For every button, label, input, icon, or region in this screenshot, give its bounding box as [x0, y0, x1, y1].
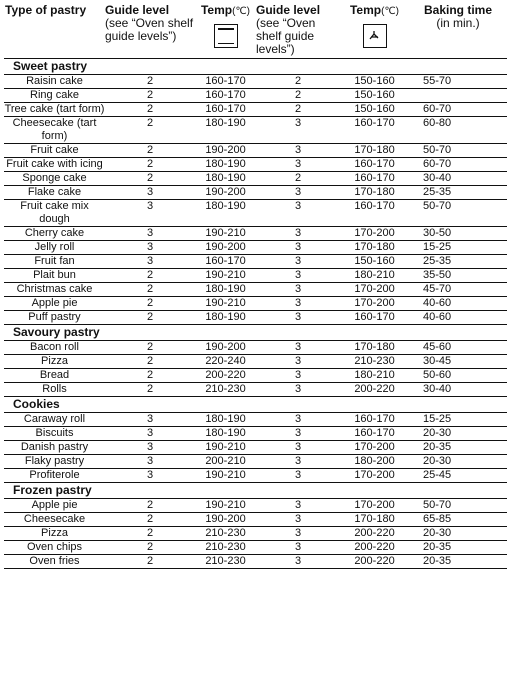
guide-level-fan-cell: 2 [256, 89, 340, 103]
guide-level-fan-cell: 3 [256, 158, 340, 172]
section-title: Cookies [4, 397, 507, 413]
baking-time-cell: 40-60 [409, 311, 507, 325]
baking-time-cell: 20-30 [409, 527, 507, 541]
baking-time-cell: 45-60 [409, 341, 507, 355]
guide-level-fan-cell: 3 [256, 413, 340, 427]
guide-level-fan-cell: 3 [256, 269, 340, 283]
baking-time-cell: 50-70 [409, 144, 507, 158]
baking-table [4, 3, 507, 569]
guide-level-top-bottom-cell: 2 [105, 369, 195, 383]
temp-top-bottom-cell: 180-190 [195, 311, 256, 325]
guide-level-top-bottom-cell: 3 [105, 413, 195, 427]
guide-level-top-bottom-cell: 2 [105, 341, 195, 355]
table-row [4, 311, 507, 325]
guide-level-fan-cell: 3 [256, 527, 340, 541]
table-row [4, 144, 507, 158]
pastry-name-cell: Pizza [4, 527, 105, 541]
baking-time-cell: 30-50 [409, 227, 507, 241]
baking-time-cell: 35-50 [409, 269, 507, 283]
temp-top-bottom-cell: 180-190 [195, 200, 256, 227]
temp-top-bottom-cell: 160-170 [195, 255, 256, 269]
guide-level-fan-cell: 3 [256, 455, 340, 469]
guide-level-top-bottom-cell: 3 [105, 255, 195, 269]
baking-time-cell: 25-35 [409, 186, 507, 200]
pastry-name-cell: Sponge cake [4, 172, 105, 186]
baking-time-cell: 20-35 [409, 555, 507, 569]
table-row [4, 499, 507, 513]
guide-level-fan-cell: 3 [256, 186, 340, 200]
guide-level-top-bottom-cell: 2 [105, 158, 195, 172]
temp-fan-cell: 210-230 [340, 355, 409, 369]
baking-time-cell: 25-45 [409, 469, 507, 483]
table-row [4, 227, 507, 241]
temp-top-bottom-cell: 210-230 [195, 527, 256, 541]
temp-fan-cell: 160-170 [340, 427, 409, 441]
baking-time-cell: 60-70 [409, 103, 507, 117]
temp-top-bottom-cell: 190-210 [195, 269, 256, 283]
table-row [4, 269, 507, 283]
guide-level-fan-cell: 3 [256, 541, 340, 555]
temp-top-bottom-cell: 190-200 [195, 144, 256, 158]
baking-time-cell: 65-85 [409, 513, 507, 527]
pastry-name-cell: Raisin cake [4, 75, 105, 89]
baking-time-cell [409, 89, 507, 103]
table-row [4, 527, 507, 541]
guide-level-top-bottom-cell: 3 [105, 241, 195, 255]
temp-top-bottom-cell: 180-190 [195, 117, 256, 144]
temp-fan-cell: 170-180 [340, 241, 409, 255]
baking-time-cell: 30-40 [409, 172, 507, 186]
guide-level-top-bottom-cell: 2 [105, 513, 195, 527]
guide-level-top-bottom-cell: 2 [105, 75, 195, 89]
guide-level-top-bottom-cell: 2 [105, 527, 195, 541]
temp-top-bottom-cell: 190-200 [195, 241, 256, 255]
table-row [4, 441, 507, 455]
temp-fan-cell: 170-200 [340, 469, 409, 483]
pastry-name-cell: Danish pastry [4, 441, 105, 455]
guide-level-fan-cell: 3 [256, 200, 340, 227]
pastry-name-cell: Plait bun [4, 269, 105, 283]
temp-top-bottom-cell: 220-240 [195, 355, 256, 369]
guide-level-fan-cell: 3 [256, 555, 340, 569]
section-title: Savoury pastry [4, 325, 507, 341]
temp-fan-cell: 170-180 [340, 186, 409, 200]
temp-top-bottom-cell: 180-190 [195, 158, 256, 172]
guide-level-fan-cell: 3 [256, 255, 340, 269]
table-row [4, 200, 507, 227]
baking-time-cell: 45-70 [409, 283, 507, 297]
guide-level-top-bottom-cell: 3 [105, 441, 195, 455]
pastry-name-cell: Caraway roll [4, 413, 105, 427]
temp-top-bottom-cell: 160-170 [195, 89, 256, 103]
pastry-name-cell: Christmas cake [4, 283, 105, 297]
guide-level-top-bottom-cell: 2 [105, 555, 195, 569]
temp-fan-cell: 170-200 [340, 283, 409, 297]
guide-level-top-bottom-cell: 3 [105, 469, 195, 483]
guide-level-top-bottom-cell: 2 [105, 355, 195, 369]
section-title: Sweet pastry [4, 59, 507, 75]
table-row [4, 555, 507, 569]
baking-time-cell: 20-35 [409, 441, 507, 455]
section-header [4, 59, 507, 75]
temp-fan-cell: 160-170 [340, 158, 409, 172]
pastry-name-cell: Fruit fan [4, 255, 105, 269]
baking-table-sheet [4, 3, 507, 569]
section-header [4, 397, 507, 413]
pastry-name-cell: Fruit cake mix dough [4, 200, 105, 227]
temp-top-bottom-cell: 200-220 [195, 369, 256, 383]
guide-level-fan-cell: 3 [256, 383, 340, 397]
temp-fan-cell: 170-180 [340, 341, 409, 355]
table-row [4, 513, 507, 527]
table-row [4, 355, 507, 369]
pastry-name-cell: Fruit cake [4, 144, 105, 158]
table-row [4, 383, 507, 397]
guide-level-top-bottom-cell: 2 [105, 172, 195, 186]
guide-level-fan-cell: 3 [256, 355, 340, 369]
baking-time-cell: 15-25 [409, 241, 507, 255]
guide-level-fan-cell: 2 [256, 172, 340, 186]
guide-level-top-bottom-cell: 3 [105, 227, 195, 241]
pastry-name-cell: Flake cake [4, 186, 105, 200]
header-type-of-pastry: Type of pastry [4, 3, 105, 59]
temp-fan-cell: 150-160 [340, 255, 409, 269]
baking-time-cell: 55-70 [409, 75, 507, 89]
baking-time-cell: 50-70 [409, 200, 507, 227]
guide-level-top-bottom-cell: 2 [105, 269, 195, 283]
table-row [4, 255, 507, 269]
pastry-name-cell: Cheesecake [4, 513, 105, 527]
pastry-name-cell: Puff pastry [4, 311, 105, 325]
pastry-name-cell: Profiterole [4, 469, 105, 483]
temp-top-bottom-cell: 180-190 [195, 413, 256, 427]
guide-level-top-bottom-cell: 3 [105, 200, 195, 227]
guide-level-top-bottom-cell: 2 [105, 311, 195, 325]
table-row [4, 297, 507, 311]
guide-level-fan-cell: 3 [256, 341, 340, 355]
temp-top-bottom-cell: 190-210 [195, 441, 256, 455]
guide-level-fan-cell: 3 [256, 241, 340, 255]
fan-oven-icon [363, 24, 387, 48]
temp-top-bottom-cell: 190-200 [195, 513, 256, 527]
temp-top-bottom-cell: 190-200 [195, 341, 256, 355]
temp-top-bottom-cell: 190-200 [195, 186, 256, 200]
temp-top-bottom-cell: 190-210 [195, 227, 256, 241]
guide-level-fan-cell: 3 [256, 311, 340, 325]
section-header [4, 325, 507, 341]
pastry-name-cell: Bread [4, 369, 105, 383]
table-row [4, 186, 507, 200]
guide-level-top-bottom-cell: 2 [105, 117, 195, 144]
baking-time-cell: 30-45 [409, 355, 507, 369]
pastry-name-cell: Tree cake (tart form) [4, 103, 105, 115]
baking-time-cell: 60-70 [409, 158, 507, 172]
temp-top-bottom-cell: 190-210 [195, 469, 256, 483]
baking-time-cell: 20-30 [409, 427, 507, 441]
table-row [4, 455, 507, 469]
temp-fan-cell: 200-220 [340, 527, 409, 541]
header-guide-level-1: Guide level (see “Oven shelf guide levels”) [105, 3, 195, 59]
pastry-name-cell: Fruit cake with icing [4, 158, 105, 172]
pastry-name-cell: Cheesecake (tart form) [4, 117, 105, 144]
table-row [4, 172, 507, 186]
temp-top-bottom-cell: 210-230 [195, 541, 256, 555]
header-temp-2: Temp(℃) [340, 3, 409, 59]
guide-level-fan-cell: 3 [256, 117, 340, 144]
guide-level-top-bottom-cell: 3 [105, 427, 195, 441]
temp-fan-cell: 160-170 [340, 200, 409, 227]
temp-top-bottom-cell: 180-190 [195, 172, 256, 186]
temp-fan-cell: 150-160 [340, 75, 409, 89]
table-body [4, 59, 507, 569]
temp-fan-cell: 180-210 [340, 369, 409, 383]
baking-time-cell: 50-60 [409, 369, 507, 383]
guide-level-top-bottom-cell: 2 [105, 499, 195, 513]
pastry-name-cell: Oven chips [4, 541, 105, 555]
table-row [4, 369, 507, 383]
guide-level-top-bottom-cell: 2 [105, 541, 195, 555]
temp-top-bottom-cell: 180-190 [195, 427, 256, 441]
temp-fan-cell: 150-160 [340, 103, 409, 117]
guide-level-top-bottom-cell: 2 [105, 297, 195, 311]
guide-level-fan-cell: 3 [256, 469, 340, 483]
pastry-name-cell: Cherry cake [4, 227, 105, 241]
guide-level-fan-cell: 3 [256, 283, 340, 297]
temp-fan-cell: 200-220 [340, 541, 409, 555]
temp-top-bottom-cell: 160-170 [195, 75, 256, 89]
table-row [4, 469, 507, 483]
baking-time-cell: 30-40 [409, 383, 507, 397]
top-bottom-heat-icon [214, 24, 238, 48]
table-row [4, 413, 507, 427]
temp-top-bottom-cell: 160-170 [195, 103, 256, 117]
header-baking-time: Baking time (in min.) [409, 3, 507, 59]
pastry-name-cell: Ring cake [4, 89, 105, 103]
temp-fan-cell: 160-170 [340, 413, 409, 427]
guide-level-fan-cell: 3 [256, 499, 340, 513]
guide-level-fan-cell: 3 [256, 513, 340, 527]
temp-top-bottom-cell: 210-230 [195, 555, 256, 569]
guide-level-fan-cell: 2 [256, 103, 340, 117]
temp-fan-cell: 170-180 [340, 144, 409, 158]
table-row [4, 541, 507, 555]
temp-fan-cell: 180-210 [340, 269, 409, 283]
section-header [4, 483, 507, 499]
section-title: Frozen pastry [4, 483, 507, 499]
pastry-name-cell: Biscuits [4, 427, 105, 441]
table-row [4, 158, 507, 172]
table-row [4, 117, 507, 144]
pastry-name-cell: Apple pie [4, 297, 105, 311]
pastry-name-cell: Flaky pastry [4, 455, 105, 469]
temp-fan-cell: 170-200 [340, 297, 409, 311]
baking-time-cell: 20-35 [409, 541, 507, 555]
table-row [4, 103, 507, 117]
baking-time-cell: 50-70 [409, 499, 507, 513]
temp-top-bottom-cell: 200-210 [195, 455, 256, 469]
temp-fan-cell: 160-170 [340, 311, 409, 325]
guide-level-fan-cell: 3 [256, 297, 340, 311]
guide-level-fan-cell: 3 [256, 144, 340, 158]
table-header [4, 3, 507, 59]
temp-fan-cell: 170-200 [340, 499, 409, 513]
pastry-name-cell: Pizza [4, 355, 105, 369]
temp-top-bottom-cell: 190-210 [195, 297, 256, 311]
pastry-name-cell: Oven fries [4, 555, 105, 569]
baking-time-cell: 25-35 [409, 255, 507, 269]
guide-level-fan-cell: 3 [256, 427, 340, 441]
guide-level-top-bottom-cell: 2 [105, 144, 195, 158]
temp-fan-cell: 200-220 [340, 383, 409, 397]
guide-level-top-bottom-cell: 2 [105, 103, 195, 117]
temp-fan-cell: 170-180 [340, 513, 409, 527]
header-guide-level-2: Guide level (see “Oven shelf guide levels”) [256, 3, 340, 59]
pastry-name-cell: Jelly roll [4, 241, 105, 255]
temp-fan-cell: 200-220 [340, 555, 409, 569]
guide-level-fan-cell: 3 [256, 441, 340, 455]
table-row [4, 283, 507, 297]
temp-fan-cell: 150-160 [340, 89, 409, 103]
pastry-name-cell: Apple pie [4, 499, 105, 513]
guide-level-fan-cell: 3 [256, 369, 340, 383]
pastry-name-cell: Bacon roll [4, 341, 105, 355]
temp-fan-cell: 170-200 [340, 441, 409, 455]
pastry-name-cell: Rolls [4, 383, 105, 397]
table-row [4, 427, 507, 441]
table-row [4, 341, 507, 355]
guide-level-top-bottom-cell: 3 [105, 186, 195, 200]
temp-fan-cell: 180-200 [340, 455, 409, 469]
baking-time-cell: 20-30 [409, 455, 507, 469]
table-row [4, 75, 507, 89]
header-temp-1: Temp(℃) [195, 3, 256, 59]
temp-fan-cell: 160-170 [340, 117, 409, 144]
guide-level-top-bottom-cell: 2 [105, 383, 195, 397]
guide-level-top-bottom-cell: 2 [105, 89, 195, 103]
temp-top-bottom-cell: 210-230 [195, 383, 256, 397]
table-row [4, 241, 507, 255]
baking-time-cell: 15-25 [409, 413, 507, 427]
temp-fan-cell: 170-200 [340, 227, 409, 241]
temp-fan-cell: 160-170 [340, 172, 409, 186]
temp-top-bottom-cell: 190-210 [195, 499, 256, 513]
guide-level-top-bottom-cell: 3 [105, 455, 195, 469]
table-row [4, 89, 507, 103]
guide-level-top-bottom-cell: 2 [105, 283, 195, 297]
temp-top-bottom-cell: 180-190 [195, 283, 256, 297]
baking-time-cell: 40-60 [409, 297, 507, 311]
baking-time-cell: 60-80 [409, 117, 507, 144]
guide-level-fan-cell: 2 [256, 75, 340, 89]
guide-level-fan-cell: 3 [256, 227, 340, 241]
